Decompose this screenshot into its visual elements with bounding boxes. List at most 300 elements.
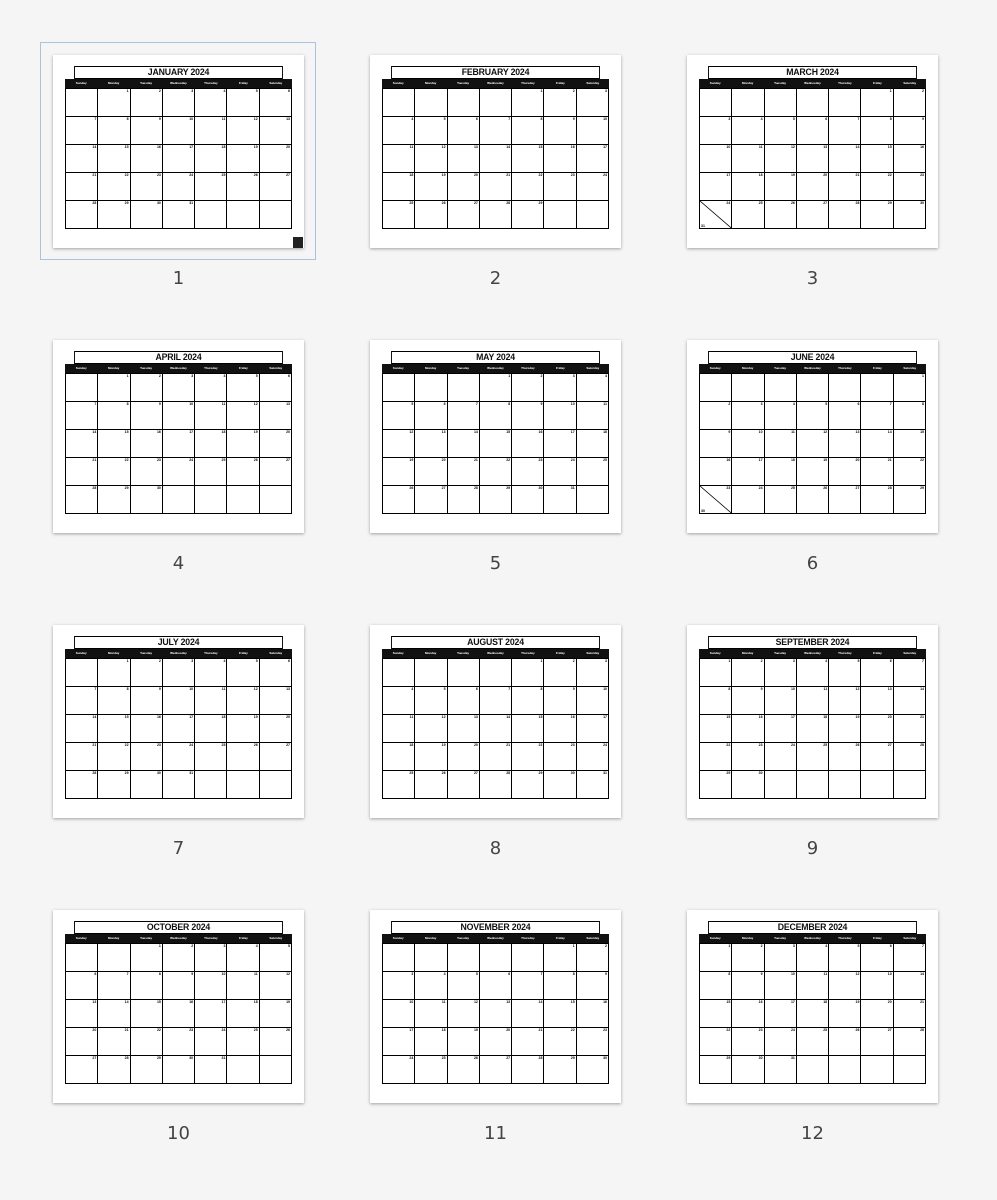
day-number: 31 [790,1056,795,1060]
day-cell [66,687,98,715]
day-number: 29 [920,486,924,490]
page-number-label: 11 [484,1123,507,1144]
day-number: 15 [570,1000,575,1004]
day-number: 14 [506,715,511,719]
day-number: 22 [920,458,924,462]
month-title: DECEMBER 2024 [708,921,917,934]
day-cell [512,1000,544,1028]
day-number: 20 [286,715,290,719]
day-number: 4 [760,117,763,121]
page-thumbnail[interactable] [53,910,333,1150]
day-cell [700,89,732,117]
day-cell [700,173,732,201]
day-number: 3 [792,659,795,663]
day-cell [512,743,544,771]
day-number: 4 [223,374,226,378]
day-cell [260,659,292,687]
day-cell [512,1028,544,1056]
page-number-label: 9 [806,838,819,859]
day-number: 19 [823,458,828,462]
day-cell [732,173,764,201]
weekday-label: Tuesday [140,366,153,370]
day-number: 20 [823,173,828,177]
day-number: 31 [701,224,705,228]
day-cell [98,1028,130,1056]
day-number: 29 [124,771,129,775]
day-cell [577,715,609,743]
page-number-label: 8 [489,838,502,859]
day-number: 30 [538,486,543,490]
calendar-page[interactable] [53,55,304,248]
day-number: 12 [409,430,414,434]
day-number: 20 [473,173,478,177]
day-number: 27 [286,743,290,747]
day-number: 5 [792,117,795,121]
day-cell [448,715,480,743]
day-cell [544,89,576,117]
day-number: 1 [922,374,924,378]
day-cell [260,687,292,715]
day-cell [544,743,576,771]
day-cell [260,715,292,743]
day-cell [512,374,544,402]
day-number: 2 [158,374,161,378]
day-cell [98,486,130,514]
day-number: 25 [253,1028,258,1032]
day-number: 26 [409,486,414,490]
day-number: 24 [790,743,795,747]
weekday-label: Wednesday [487,651,504,655]
day-number: 23 [538,458,543,462]
day-cell [577,944,609,972]
day-cell [195,374,227,402]
day-cell [66,173,98,201]
day-number: 11 [758,145,763,149]
day-number: 27 [92,1056,97,1060]
day-number: 30 [701,509,705,513]
day-number: 12 [253,687,258,691]
day-cell [480,374,512,402]
day-number: 23 [758,743,763,747]
day-number: 6 [94,972,97,976]
day-cell [227,201,259,229]
day-cell [512,89,544,117]
day-cell [512,1056,544,1084]
day-number: 2 [572,659,575,663]
day-cell [577,659,609,687]
day-number: 12 [286,972,290,976]
day-number: 8 [126,687,129,691]
day-number: 3 [191,659,194,663]
day-cell [512,430,544,458]
day-cell [98,430,130,458]
weekday-label: Sunday [392,936,404,940]
day-cell [577,1056,609,1084]
day-number: 19 [253,715,258,719]
month-calendar [699,351,926,514]
calendar-page[interactable] [370,340,621,533]
day-cell [894,687,926,715]
day-grid [65,943,292,1084]
day-cell [131,173,163,201]
month-title: JUNE 2024 [708,351,917,364]
day-grid [699,943,926,1084]
calendar-page[interactable] [53,625,304,818]
day-cell [66,145,98,173]
day-cell [829,972,861,1000]
day-cell [131,944,163,972]
day-number: 2 [760,944,763,948]
day-number: 13 [286,117,290,121]
day-number: 24 [790,1028,795,1032]
day-cell [131,145,163,173]
day-cell [544,1000,576,1028]
weekday-label: Thursday [521,81,535,85]
day-cell [415,687,447,715]
day-cell [797,1028,829,1056]
day-cell [765,972,797,1000]
day-cell [894,659,926,687]
day-number: 4 [605,374,607,378]
month-title: AUGUST 2024 [391,636,600,649]
day-grid [699,658,926,799]
day-cell [700,771,732,799]
weekday-label: Friday [238,936,248,940]
day-number: 16 [570,145,575,149]
day-cell [415,117,447,145]
weekday-label: Thursday [838,936,852,940]
day-number: 16 [603,1000,607,1004]
day-cell [829,743,861,771]
calendar-page[interactable] [687,340,938,533]
month-calendar [65,921,292,1084]
day-number: 28 [920,743,924,747]
day-number: 23 [156,743,161,747]
day-cell [544,972,576,1000]
page-thumbnail[interactable] [370,55,650,295]
page-thumbnail[interactable] [370,340,650,580]
day-cell [861,771,893,799]
day-cell [260,743,292,771]
day-cell [765,374,797,402]
day-number: 12 [855,972,860,976]
weekday-label: Saturday [903,366,917,370]
day-cell [383,117,415,145]
day-number: 26 [253,458,258,462]
day-cell [829,1000,861,1028]
day-number: 13 [887,972,892,976]
day-cell [480,1056,512,1084]
page-thumbnail[interactable] [687,340,967,580]
day-number: 18 [221,715,226,719]
day-number: 3 [223,944,226,948]
day-grid [65,373,292,514]
day-number: 16 [726,458,731,462]
day-cell [544,715,576,743]
weekday-label: Wednesday [804,651,821,655]
month-calendar [382,351,609,514]
day-cell [260,430,292,458]
day-number: 16 [156,430,161,434]
day-number: 8 [126,117,129,121]
day-number: 1 [889,89,892,93]
day-number: 16 [156,715,161,719]
day-cell [829,89,861,117]
day-cell [894,201,926,229]
day-cell [260,402,292,430]
day-number: 10 [726,145,731,149]
day-cell [415,743,447,771]
day-number: 7 [540,972,543,976]
day-number: 19 [855,1000,860,1004]
day-number: 19 [790,173,795,177]
page-thumbnail[interactable] [53,55,333,295]
calendar-page[interactable] [370,910,621,1103]
day-number: 6 [288,89,290,93]
day-number: 15 [124,430,129,434]
day-number: 4 [223,89,226,93]
calendar-page[interactable] [53,910,304,1103]
day-number: 12 [441,715,446,719]
day-cell [894,944,926,972]
day-number: 26 [253,173,258,177]
day-cell [448,1028,480,1056]
day-number: 18 [823,715,828,719]
day-number: 12 [473,1000,478,1004]
day-number: 1 [540,89,543,93]
day-number: 1 [508,374,511,378]
day-number: 15 [506,430,511,434]
day-cell [415,944,447,972]
day-number: 23 [570,743,575,747]
day-cell [577,430,609,458]
day-cell [732,374,764,402]
day-cell [544,145,576,173]
calendar-page[interactable] [53,340,304,533]
day-cell [163,972,195,1000]
day-number: 14 [887,430,892,434]
weekday-label: Tuesday [774,651,787,655]
weekday-label: Monday [741,651,754,655]
day-number: 17 [603,145,607,149]
day-number: 27 [887,743,892,747]
day-number: 29 [570,1056,575,1060]
day-cell [98,145,130,173]
resize-handle[interactable] [293,237,303,248]
day-cell [894,1028,926,1056]
day-number: 31 [603,771,607,775]
weekday-label: Saturday [586,651,600,655]
page-thumbnail[interactable] [53,340,333,580]
day-number: 14 [538,1000,543,1004]
day-cell [98,458,130,486]
day-number: 15 [726,1000,731,1004]
calendar-page[interactable] [687,910,938,1103]
day-number: 13 [887,687,892,691]
weekday-label: Wednesday [487,936,504,940]
day-number: 10 [189,687,194,691]
day-number: 10 [758,430,763,434]
day-number: 5 [475,972,478,976]
day-number: 6 [889,659,892,663]
weekday-label: Tuesday [140,651,153,655]
day-number: 5 [255,374,258,378]
weekday-label: Wednesday [487,366,504,370]
day-grid [65,658,292,799]
day-cell [894,117,926,145]
page-thumbnail[interactable] [370,625,650,865]
day-number: 21 [920,715,924,719]
day-cell [383,201,415,229]
day-cell [260,1028,292,1056]
weekday-header [699,364,926,373]
day-cell [732,430,764,458]
day-cell [383,1056,415,1084]
day-grid [65,88,292,229]
day-cell [732,687,764,715]
day-cell [829,201,861,229]
day-cell [765,659,797,687]
month-title: MAY 2024 [391,351,600,364]
day-cell [98,771,130,799]
day-cell [732,402,764,430]
day-number: 24 [603,173,607,177]
day-cell [732,715,764,743]
day-number: 19 [253,145,258,149]
day-number: 29 [726,771,731,775]
page-thumbnail[interactable] [687,625,967,865]
day-number: 2 [540,374,543,378]
page-thumbnail[interactable] [687,910,967,1150]
weekday-label: Friday [238,81,248,85]
day-number: 26 [473,1056,478,1060]
page-thumbnail[interactable] [53,625,333,865]
day-cell [260,145,292,173]
day-cell [66,1028,98,1056]
day-number: 24 [189,743,194,747]
day-cell [448,687,480,715]
day-number: 18 [409,743,414,747]
day-number: 30 [603,1056,607,1060]
day-cell [383,374,415,402]
weekday-label: Friday [238,366,248,370]
day-number: 18 [823,1000,828,1004]
day-cell [894,145,926,173]
calendar-page[interactable] [370,55,621,248]
day-cell [797,117,829,145]
day-number: 16 [538,430,543,434]
calendar-page[interactable] [687,625,938,818]
day-number: 11 [409,715,414,719]
day-cell [131,486,163,514]
day-number: 13 [441,430,446,434]
weekday-label: Sunday [75,81,87,85]
day-cell [195,402,227,430]
page-thumbnail[interactable] [370,910,650,1150]
day-number: 30 [920,201,924,205]
day-cell [829,771,861,799]
day-cell [195,1000,227,1028]
weekday-label: Wednesday [170,651,187,655]
day-cell [700,1000,732,1028]
day-number: 25 [823,1028,828,1032]
day-number: 20 [286,430,290,434]
day-cell [480,430,512,458]
day-number: 11 [603,402,607,406]
day-cell [861,145,893,173]
day-number: 16 [758,1000,763,1004]
day-cell [512,486,544,514]
day-number: 6 [475,687,478,691]
day-number: 15 [124,715,129,719]
day-cell [66,402,98,430]
day-number: 13 [286,687,290,691]
calendar-page[interactable] [687,55,938,248]
day-cell [131,402,163,430]
day-cell [383,659,415,687]
weekday-label: Friday [872,651,882,655]
day-number: 29 [156,1056,161,1060]
calendar-page[interactable] [370,625,621,818]
day-number: 27 [506,1056,511,1060]
day-number: 4 [443,972,446,976]
month-calendar [382,636,609,799]
day-cell [448,458,480,486]
day-number: 1 [158,944,161,948]
day-number: 29 [124,486,129,490]
day-number: 13 [506,1000,511,1004]
weekday-header [699,934,926,943]
weekday-label: Thursday [838,651,852,655]
day-cell [66,89,98,117]
day-number: 17 [603,715,607,719]
weekday-label: Thursday [204,936,218,940]
day-number: 5 [255,89,258,93]
day-cell [66,944,98,972]
day-number: 7 [922,659,924,663]
day-cell [415,659,447,687]
day-number: 5 [443,687,446,691]
day-cell [765,687,797,715]
page-number-label: 5 [489,553,502,574]
day-cell [383,687,415,715]
day-number: 28 [538,1056,543,1060]
day-cell [829,173,861,201]
day-number: 23 [920,173,924,177]
day-cell [797,715,829,743]
page-thumbnail[interactable] [687,55,967,295]
day-grid [382,88,609,229]
day-cell [227,771,259,799]
weekday-label: Wednesday [804,81,821,85]
day-number: 19 [855,715,860,719]
month-calendar [65,636,292,799]
day-number: 1 [728,659,731,663]
page-number-label: 12 [801,1123,824,1144]
weekday-label: Tuesday [140,81,153,85]
day-number: 3 [792,944,795,948]
day-cell [700,145,732,173]
day-cell [797,687,829,715]
day-number: 2 [605,944,607,948]
weekday-label: Saturday [269,936,283,940]
day-cell [131,1000,163,1028]
day-cell [544,173,576,201]
month-title: JANUARY 2024 [74,66,283,79]
day-cell [383,402,415,430]
day-number: 3 [760,402,763,406]
day-number: 22 [124,458,129,462]
